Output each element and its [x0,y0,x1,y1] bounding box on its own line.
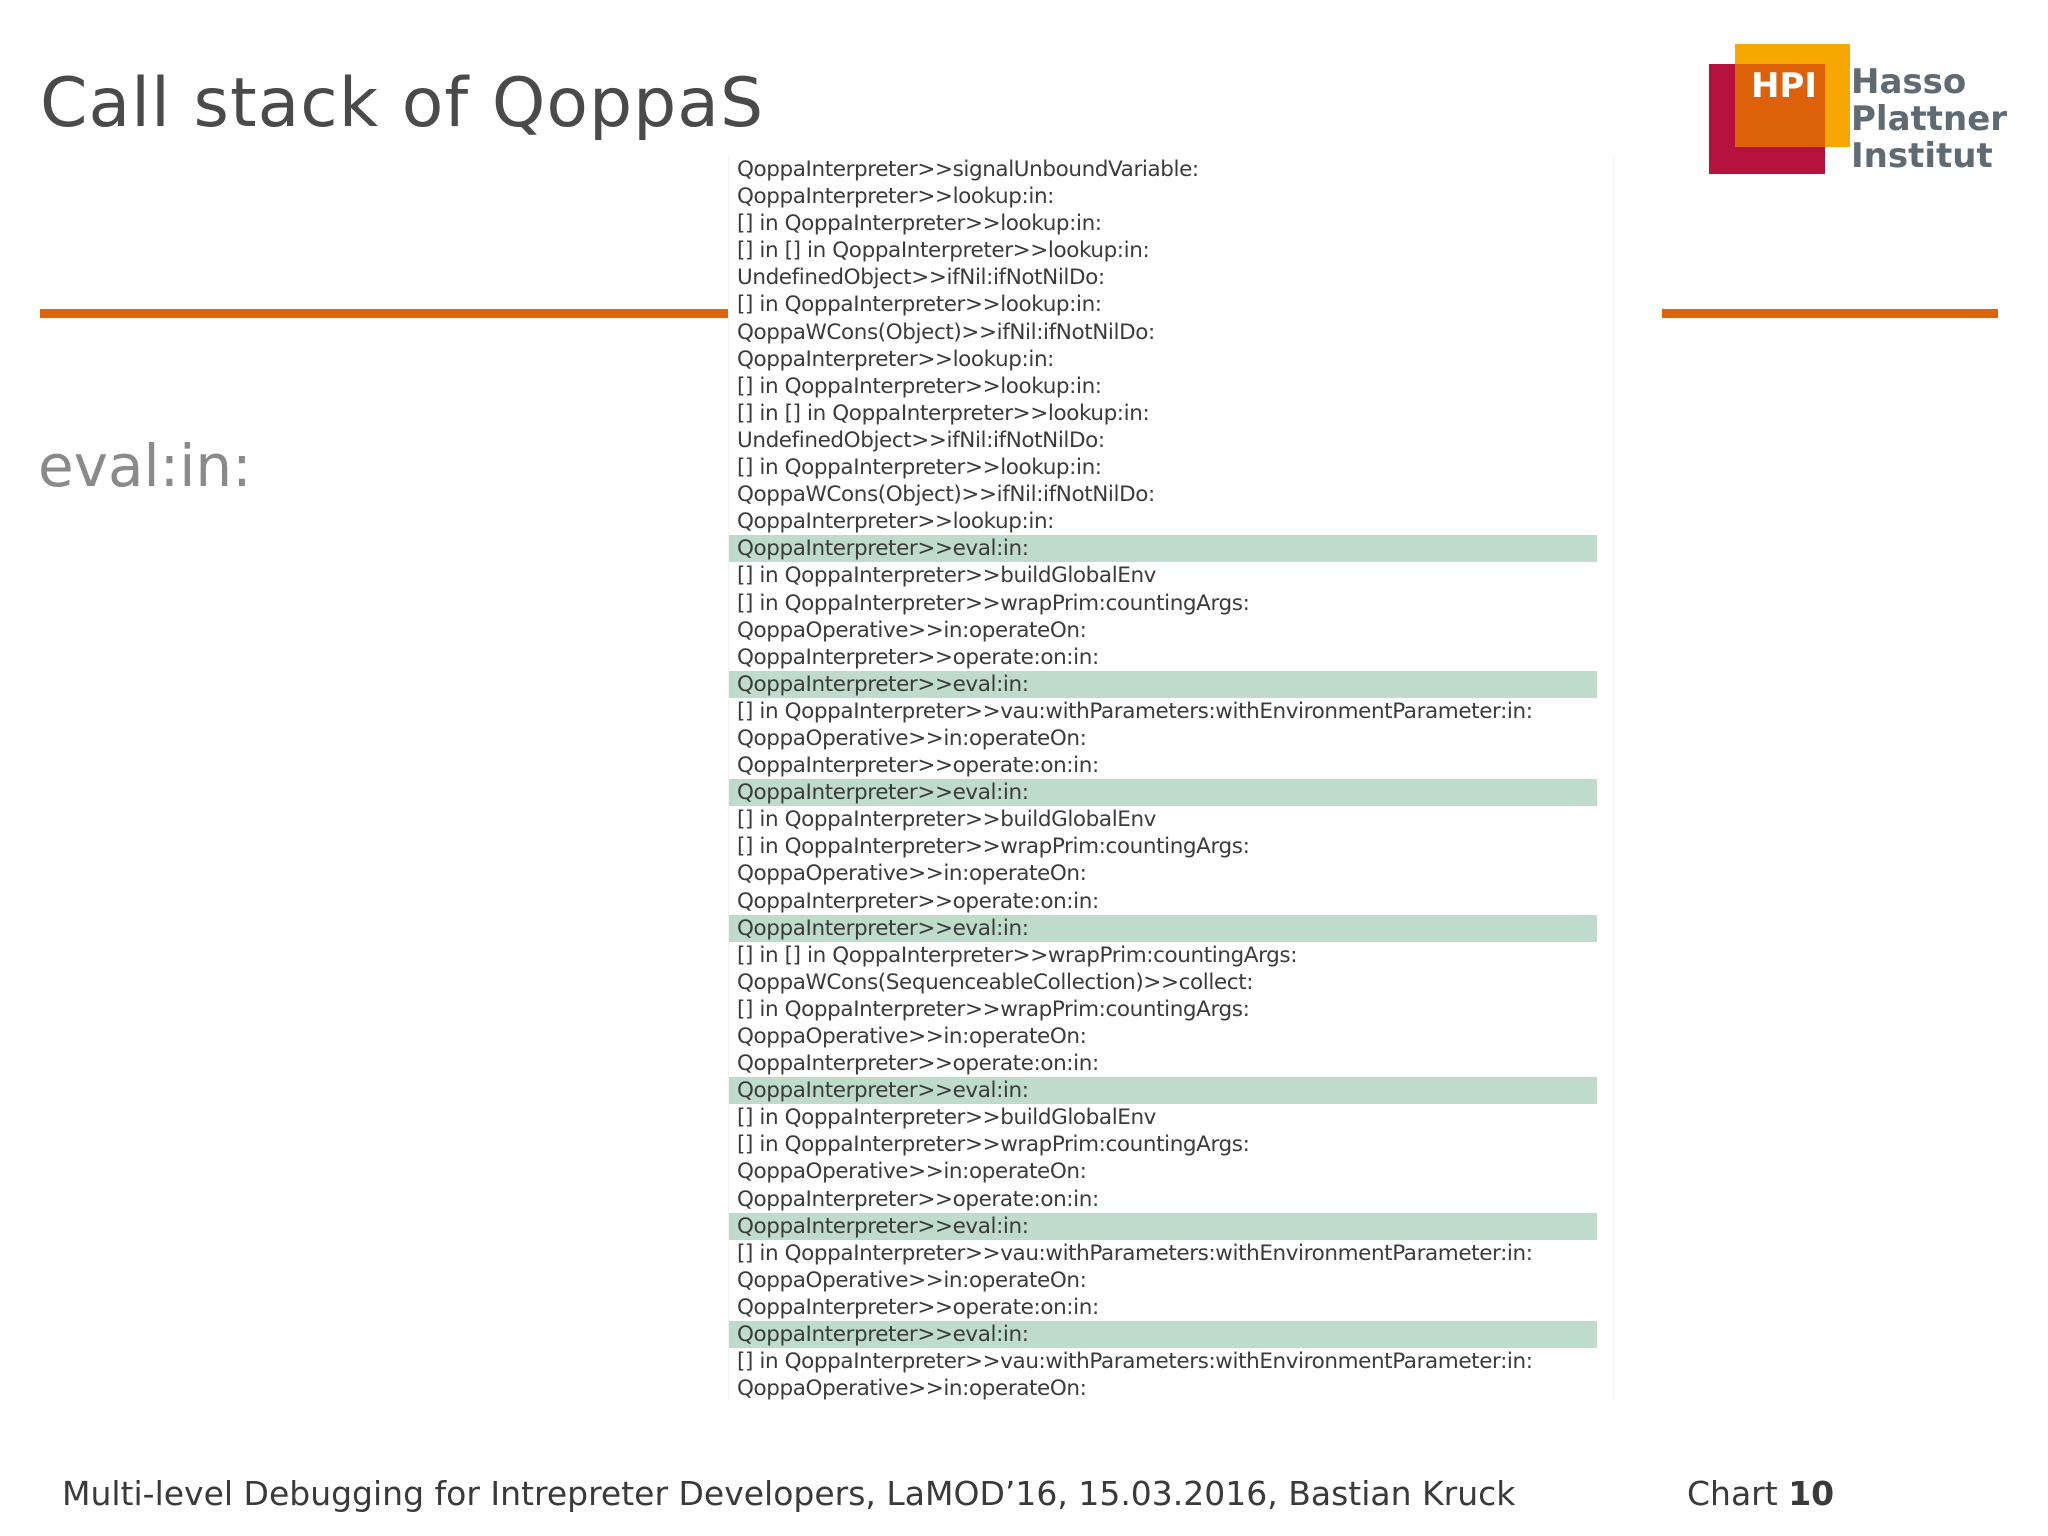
hpi-logo [1709,44,2008,179]
slide-subtitle: eval:in: [38,432,252,500]
stack-frame[interactable]: [] in QoppaInterpreter>>lookup:in: [737,373,1102,399]
stack-frame[interactable]: [] in [] in QoppaInterpreter>>wrapPrim:countingArgs: [737,942,1298,968]
stack-frame-highlighted[interactable]: QoppaInterpreter>>eval:in: [729,535,1597,562]
stack-frame[interactable]: QoppaOperative>>in:operateOn: [737,1376,1087,1400]
stack-frame[interactable]: [] in QoppaInterpreter>>lookup:in: [737,211,1102,237]
logo-line-1: Hasso [1851,62,1967,102]
stack-frame[interactable]: UndefinedObject>>ifNil:ifNotNilDo: [737,427,1105,453]
stack-frame-highlighted[interactable]: QoppaInterpreter>>eval:in: [729,1213,1597,1240]
stack-frame[interactable]: QoppaOperative>>in:operateOn: [737,861,1087,887]
stack-frame[interactable]: [] in QoppaInterpreter>>buildGlobalEnv [737,807,1157,833]
stack-frame[interactable]: QoppaOperative>>in:operateOn: [737,1159,1087,1185]
stack-frame[interactable]: [] in QoppaInterpreter>>vau:withParameters:withEnvironmentParameter:in: [737,1240,1533,1266]
stack-frame[interactable]: [] in QoppaInterpreter>>lookup:in: [737,455,1102,481]
stack-frame[interactable]: [] in QoppaInterpreter>>wrapPrim:countingArgs: [737,834,1250,860]
stack-frame[interactable]: QoppaInterpreter>>signalUnboundVariable: [737,157,1199,182]
stack-frame-highlighted[interactable]: QoppaInterpreter>>eval:in: [729,779,1597,806]
stack-frame[interactable]: QoppaOperative>>in:operateOn: [737,725,1087,751]
stack-frame[interactable]: [] in QoppaInterpreter>>wrapPrim:countingArgs: [737,996,1250,1022]
stack-frame[interactable]: QoppaWCons(Object)>>ifNil:ifNotNilDo: [737,319,1155,345]
title-divider-right [1662,309,1998,318]
stack-frame[interactable]: [] in QoppaInterpreter>>vau:withParameters:withEnvironmentParameter:in: [737,698,1533,724]
stack-frame[interactable]: QoppaWCons(SequenceableCollection)>>collect: [737,969,1254,995]
stack-frame[interactable]: [] in [] in QoppaInterpreter>>lookup:in: [737,400,1150,426]
chart-number-value: 10 [1788,1474,1835,1513]
logo-wordmark [1851,64,2007,175]
logo-line-3: Institut [1851,136,1993,176]
stack-frame[interactable]: QoppaInterpreter>>operate:on:in: [737,644,1099,670]
title-divider-left [40,309,736,318]
stack-frame[interactable]: QoppaInterpreter>>lookup:in: [737,184,1055,210]
stack-frame[interactable]: [] in QoppaInterpreter>>lookup:in: [737,292,1102,318]
stack-frame[interactable]: QoppaInterpreter>>operate:on:in: [737,888,1099,914]
stack-frame[interactable]: QoppaInterpreter>>operate:on:in: [737,1051,1099,1077]
logo-line-2: Plattner [1851,99,2008,139]
stack-frame[interactable]: QoppaOperative>>in:operateOn: [737,617,1087,643]
stack-frame[interactable]: QoppaOperative>>in:operateOn: [737,1267,1087,1293]
stack-frame-highlighted[interactable]: QoppaInterpreter>>eval:in: [729,1077,1597,1104]
call-stack-list [729,156,1613,1400]
stack-frame-highlighted[interactable]: QoppaInterpreter>>eval:in: [729,671,1597,698]
stack-frame[interactable]: QoppaInterpreter>>lookup:in: [737,509,1055,535]
stack-frame[interactable]: QoppaInterpreter>>lookup:in: [737,346,1055,372]
stack-frame[interactable]: [] in QoppaInterpreter>>wrapPrim:countingArgs: [737,1132,1250,1158]
slide-title: Call stack of QoppaS [40,64,765,143]
stack-frame[interactable]: QoppaOperative>>in:operateOn: [737,1024,1087,1049]
call-stack-panel[interactable] [728,156,1614,1400]
stack-frame[interactable]: QoppaInterpreter>>operate:on:in: [737,1294,1099,1320]
chart-label: Chart [1687,1474,1778,1513]
chart-number [1687,1474,1834,1513]
stack-frame[interactable]: [] in [] in QoppaInterpreter>>lookup:in: [737,238,1150,264]
stack-frame[interactable]: [] in QoppaInterpreter>>buildGlobalEnv [737,1105,1157,1131]
stack-frame[interactable]: QoppaInterpreter>>operate:on:in: [737,753,1099,779]
logo-abbr: HPI [1751,66,1818,106]
stack-frame[interactable]: UndefinedObject>>ifNil:ifNotNilDo: [737,265,1105,291]
stack-frame[interactable]: [] in QoppaInterpreter>>wrapPrim:countingArgs: [737,590,1250,616]
stack-frame[interactable]: [] in QoppaInterpreter>>vau:withParameters:withEnvironmentParameter:in: [737,1349,1533,1375]
stack-frame-highlighted[interactable]: QoppaInterpreter>>eval:in: [729,915,1597,942]
stack-frame[interactable]: [] in QoppaInterpreter>>buildGlobalEnv [737,563,1157,589]
stack-frame[interactable]: QoppaWCons(Object)>>ifNil:ifNotNilDo: [737,482,1155,508]
stack-frame[interactable]: QoppaInterpreter>>operate:on:in: [737,1186,1099,1212]
slide-footer: Multi-level Debugging for Intrepreter Developers, LaMOD’16, 15.03.2016, Bastian Kruck [62,1474,1516,1513]
stack-frame-highlighted[interactable]: QoppaInterpreter>>eval:in: [729,1321,1597,1348]
